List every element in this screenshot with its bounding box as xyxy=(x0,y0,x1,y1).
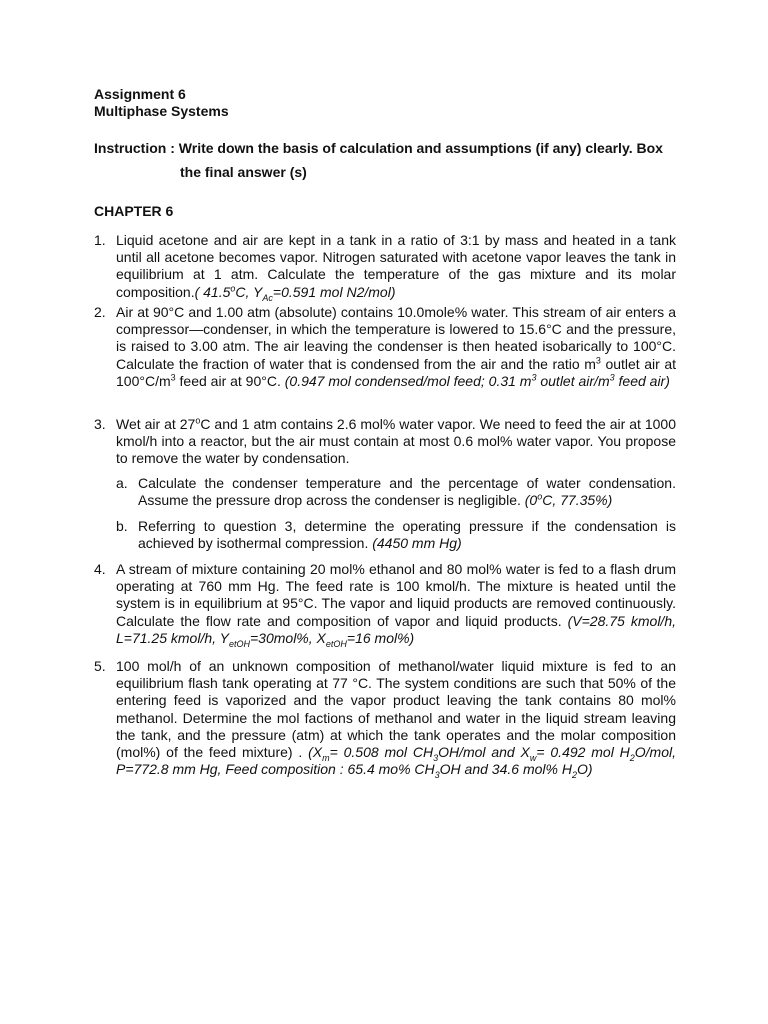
question-3b xyxy=(116,518,676,552)
assignment-title: Assignment 6 xyxy=(94,86,186,102)
question-5 xyxy=(94,658,676,781)
question-body: Wet air at 27$^o$C and 1 atm contains 2.6 mol% water vapor. We need to feed the air at 1000 kmol/h into a reactor, but the air must contain at most 0.6 mol% water vapor. You propose to remove the water by condensation. xyxy=(116,415,676,467)
instruction-line2: the final answer (s) xyxy=(180,164,307,180)
subquestion-text: Referring to question 3, determine the operating pressure if the condensation is achieved by isothermal compression. xyxy=(138,518,676,552)
question-text: 100 mol/h of an unknown composition of methanol/water liquid mixture is fed to an equilibrium flash tank operating at 77 °C. The system conditions are such that 50% of the entering feed is vaporized and the vapor product leaving the tank contains 80 mol% methanol. Determine the mol factions of methanol and water in the liquid stream leaving the tank, and the pressure (atm) at which the tank operates and the molar composition (mol%) of the feed mixture) . xyxy=(116,658,676,761)
question-2 xyxy=(94,304,676,390)
question-number: 5. xyxy=(94,658,106,674)
question-answer: ($X_m= 0.508$ mol $CH_3OH$/mol and $X_w= 0.492$ mol $H_2O$/mol, P=772.8 mm Hg, Feed composition : 65.4 mo% $CH_3OH$ and 34.6 mol% $H_2O$) xyxy=(116,744,676,781)
question-number: 3. xyxy=(94,416,106,432)
question-1 xyxy=(94,232,676,301)
question-number: 2. xyxy=(94,304,106,320)
question-4 xyxy=(94,561,676,647)
question-answer: ( 41.5$^o$C, $Y_{Ac}=0.591$ mol N2/mol) xyxy=(194,282,396,303)
question-3a xyxy=(116,475,676,509)
subquestion-number: a. xyxy=(116,475,128,491)
question-text: Liquid acetone and air are kept in a tank in a ratio of 3:1 by mass and heated in a tank until all acetone becomes vapor. Nitrogen saturated with acetone vapor leaves the tank in equilibrium at 1 atm. Calculate the temperature of the gas mixture and its molar composition. xyxy=(116,232,676,300)
subquestion-answer: (0$^o$C, 77.35%) xyxy=(524,491,613,509)
assignment-subtitle: Multiphase Systems xyxy=(94,103,229,119)
instruction-block xyxy=(94,140,684,181)
subquestion-text: Calculate the condenser temperature and the percentage of water condensation. Assume the pressure drop across the condenser is negligible. xyxy=(138,475,676,509)
instruction-line1: Write down the basis of calculation and assumptions (if any) clearly. Box xyxy=(178,140,663,156)
question-text: A stream of mixture containing 20 mol% ethanol and 80 mol% water is fed to a flash drum operating at 760 mm Hg. The feed rate is 100 kmol/h. The mixture is heated until the system is in equilibrium at 95°C. The vapor and liquid products are removed continuously. Calculate the flow rate and composition of vapor and liquid products. xyxy=(116,561,676,629)
question-body xyxy=(116,561,676,647)
question-body xyxy=(116,232,676,301)
subquestion-answer: (4450 mm Hg) xyxy=(372,535,462,552)
question-body xyxy=(116,658,676,781)
instruction-label: Instruction : xyxy=(94,140,179,156)
subquestion-body xyxy=(138,518,676,552)
question-number: 4. xyxy=(94,561,106,577)
question-text: Wet air at 27 xyxy=(116,416,196,432)
chapter-heading: CHAPTER 6 xyxy=(94,203,174,219)
subquestion-number: b. xyxy=(116,518,128,534)
subquestion-body xyxy=(138,475,676,509)
question-body: Air at 90°C and 1.00 atm (absolute) contains 10.0mole% water. This stream of air enters a compressor—condenser, in which the temperature is lowered to 15.6°C and the pressure, is raised to 3.00 atm. The air leaving the condenser is then heated isobarically to 100°C. Calculate the fraction of water that is condensed from the air and the ratio $m^3$ outlet air at $100^\circ C/m^3$ feed air at 90°C. (0.947 mol condensed/mol feed; 0.31 $m^3$ outlet air/$m^3$ feed air) xyxy=(116,304,677,389)
question-number: 1. xyxy=(94,232,106,248)
question-3 xyxy=(94,416,676,468)
question-answer: (0.947 mol condensed/mol feed; 0.31 $m^3$ outlet air/$m^3$ feed air) xyxy=(284,372,670,389)
question-answer: (V=28.75 kmol/h, L=71.25 kmol/h, $Y_{etOH}=30mol\%$, $X_{etOH}=16$ mol%) xyxy=(116,612,676,649)
question-text: Air at 90°C and 1.00 atm (absolute) contains 10.0mole% water. This stream of air enters a compressor—condenser, in which the temperature is lowered to 15.6°C and the pressure, is raised to 3.00 atm. The air leaving the condenser is then heated isobarically to 100°C. Calculate the fraction of water that is condensed from the air and the ratio m xyxy=(116,304,676,372)
